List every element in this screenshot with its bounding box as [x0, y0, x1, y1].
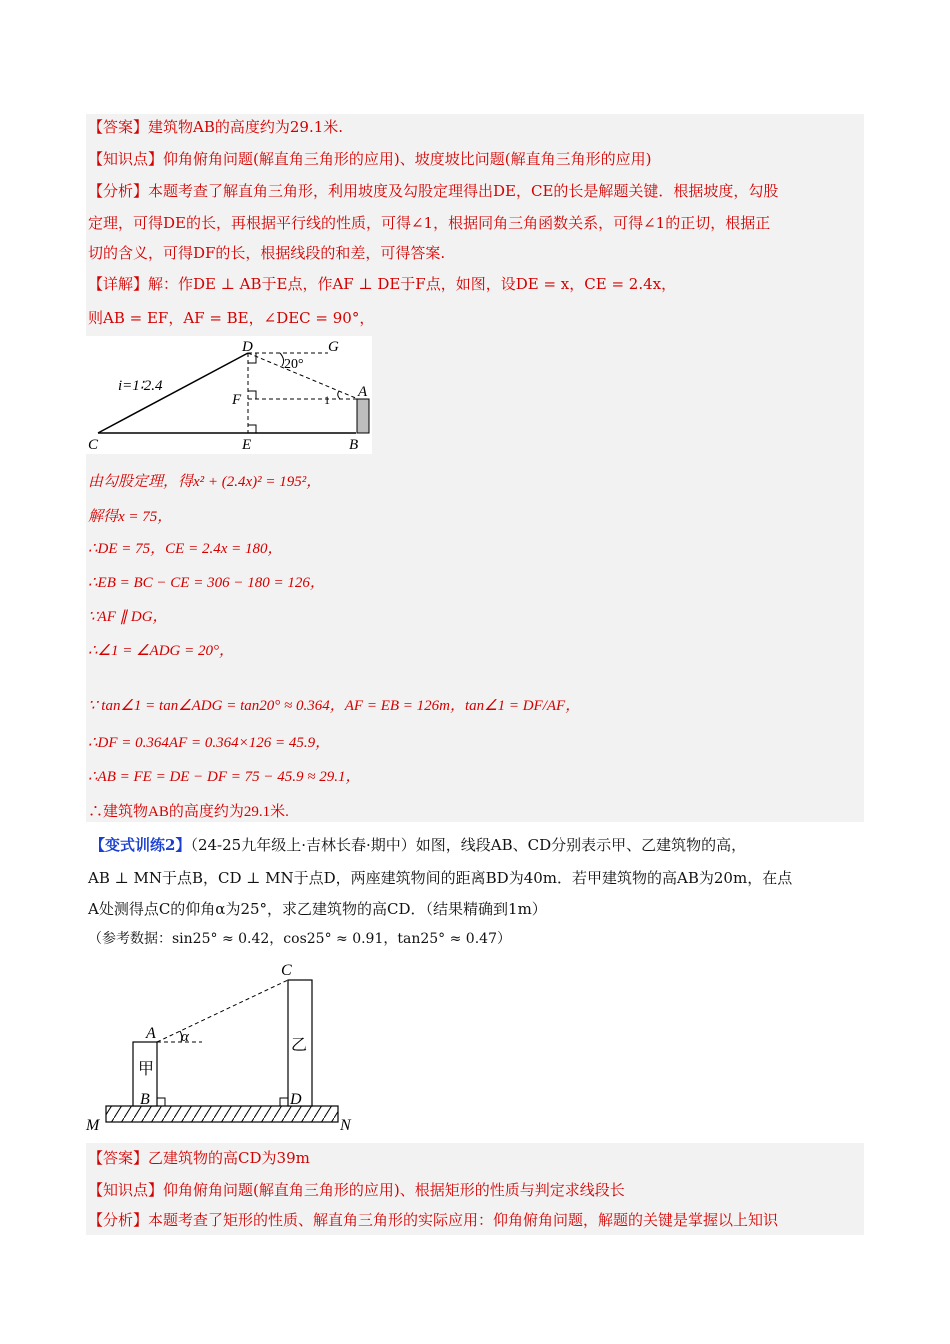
exercise-label: 【变式训练2】: [90, 836, 191, 854]
exercise-2-line-4: （参考数据：sin25° ≈ 0.42，cos25° ≈ 0.91，tan25° ≈ 0.47）: [88, 931, 511, 947]
answer-text: 建筑物AB的高度约为29.1米.: [148, 118, 344, 136]
solution-line-7: ∵ tan∠1 = tan∠ADG = tan20° ≈ 0.364，AF = EB = 126m，tan∠1 = DF/AF，: [88, 698, 581, 714]
knowledge-label-2: 【知识点】: [88, 1181, 164, 1199]
point-a-label: A: [358, 384, 368, 400]
building-jia-label: 甲: [138, 1061, 155, 1078]
analysis-2: [88, 1210, 778, 1230]
exercise-2-line-3: A处测得点C的仰角α为25°，求乙建筑物的高CD．（结果精确到1m）: [88, 900, 547, 918]
knowledge-1: [88, 149, 651, 169]
exercise-2-line-2: AB ⊥ MN于点B，CD ⊥ MN于点D，两座建筑物间的距离BD为40m．若甲建筑物的高AB为20m，在点: [88, 869, 793, 887]
detail-1-line-2: 则AB = EF，AF = BE，∠DEC = 90°，: [88, 309, 375, 327]
answer-label: 【答案】: [88, 118, 149, 136]
solution-line-1: 由勾股定理，得x² + (2.4x)² = 195²，: [88, 474, 322, 490]
answer-label-2: 【答案】: [88, 1149, 149, 1167]
point-b-label: B: [349, 437, 359, 453]
point-e-label: E: [242, 437, 252, 453]
solution-line-9: ∴AB = FE = DE − DF = 75 − 45.9 ≈ 29.1，: [88, 769, 361, 785]
buildings-figure: [84, 958, 364, 1134]
answer-2: [88, 1148, 310, 1168]
point-n-label: N: [340, 1117, 351, 1134]
slope-figure: [86, 336, 372, 454]
solution-line-3: ∴DE = 75，CE = 2.4x = 180，: [88, 541, 283, 557]
solution-line-8: ∴DF = 0.364AF = 0.364×126 = 45.9，: [88, 735, 331, 751]
exercise-2-line-1: [90, 835, 746, 855]
knowledge-text: 仰角俯角问题(解直角三角形的应用)、坡度坡比问题(解直角三角形的应用): [163, 150, 652, 168]
point-d-label-2: D: [290, 1091, 302, 1108]
analysis-1-line-3: 切的含义，可得DF的长，根据线段的和差，可得答案.: [88, 244, 446, 262]
angle-20-label: 20°: [284, 357, 304, 372]
point-c-label: C: [88, 437, 99, 453]
answer-1: [88, 117, 343, 137]
solution-line-2: 解得x = 75，: [88, 509, 173, 525]
building-yi-label: 乙: [291, 1037, 308, 1054]
detail-label: 【详解】: [88, 275, 149, 293]
analysis-text: 本题考查了解直角三角形，利用坡度及勾股定理得出DE，CE的长是解题关键．根据坡度，勾股: [148, 182, 779, 200]
analysis-label-2: 【分析】: [88, 1211, 149, 1229]
alpha-label: α: [181, 1029, 189, 1045]
solution-line-4: ∴EB = BC − CE = 306 − 180 = 126，: [88, 575, 325, 591]
point-g-label: G: [328, 339, 339, 355]
analysis-label: 【分析】: [88, 182, 149, 200]
point-m-label: M: [86, 1117, 100, 1134]
answer-text-2: 乙建筑物的高CD为39m: [148, 1149, 310, 1167]
analysis-1-line-1: [88, 181, 778, 201]
point-c-label-2: C: [281, 962, 292, 979]
detail-1-line-1: [88, 274, 676, 294]
knowledge-text-2: 仰角俯角问题(解直角三角形的应用)、根据矩形的性质与判定求线段长: [163, 1181, 625, 1199]
point-b-label-2: B: [140, 1091, 150, 1108]
point-f-label: F: [232, 392, 242, 408]
point-d-label: D: [242, 339, 253, 355]
knowledge-2: [88, 1180, 625, 1200]
exercise-text: （24-25九年级上·吉林长春·期中）如图，线段AB、CD分别表示甲、乙建筑物的高，: [190, 836, 747, 854]
solution-line-10: ∴建筑物AB的高度约为29.1米.: [88, 804, 289, 820]
knowledge-label: 【知识点】: [88, 150, 164, 168]
point-a-label-2: A: [146, 1025, 156, 1042]
solution-line-6: ∴∠1 = ∠ADG = 20°，: [88, 643, 235, 659]
angle-1-label: 1: [324, 393, 330, 407]
slope-label: i=1∶2.4: [118, 378, 163, 394]
detail-text: 解：作DE ⊥ AB于E点，作AF ⊥ DE于F点，如图，设DE = x，CE = 2.4x，: [148, 275, 677, 293]
analysis-1-line-2: 定理，可得DE的长，再根据平行线的性质，可得∠1，根据同角三角函数关系，可得∠1的正切，根据正: [88, 214, 771, 232]
solution-line-5: ∵AF ∥ DG，: [88, 609, 168, 625]
analysis-text-2: 本题考查了矩形的性质、解直角三角形的实际应用：仰角俯角问题，解题的关键是掌握以上知识: [148, 1211, 779, 1229]
